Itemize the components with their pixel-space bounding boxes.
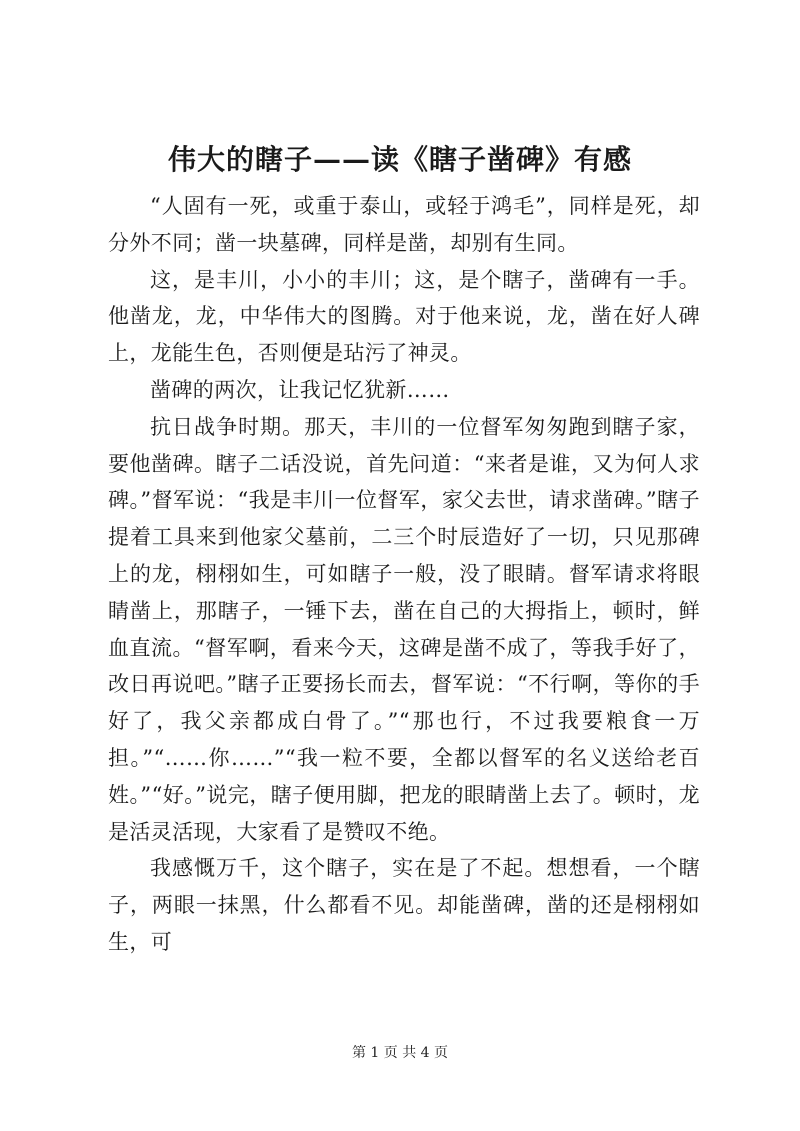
paragraph-2: 这，是丰川，小小的丰川；这，是个瞎子，凿碑有一手。他凿龙，龙，中华伟大的图腾。对于他来说，龙，凿在好人碑上，龙能生色，否则便是玷污了神灵。 — [108, 267, 700, 366]
paragraph-3: 凿碑的两次，让我记忆犹新…… — [150, 377, 450, 402]
paragraph-4: 抗日战争时期。那天，丰川的一位督军匆匆跑到瞎子家，要他凿碑。瞎子二话没说，首先问道：“来者是谁，又为何人求碑。”督军说：“我是丰川一位督军，家父去世，请求凿碑。”瞎子提着工具来到他家父墓前，二三个时辰造好了一切，只见那碑上的龙，栩栩如生，可如瞎子一般，没了眼睛。督军请求将眼睛凿上，那瞎子，一锤下去，凿在自己的大拇指上，顿时，鲜血直流。“督军啊，看来今天，这碑是凿不成了，等我手好了，改日再说吧。”瞎子正要扬长而去，督军说：“不行啊，等你的手好了，我父亲都成白骨了。”“那也行，不过我要粮食一万担。”“……你……”“我一粒不要，全都以督军的名义送给老百姓。”“好。”说完，瞎子便用脚，把龙的眼睛凿上去了。顿时，龙是活灵活现，大家看了是赞叹不绝。 — [108, 414, 700, 844]
document-body — [108, 188, 700, 961]
paragraph-5: 我感慨万千，这个瞎子，实在是了不起。想想看，一个瞎子，两眼一抹黑，什么都看不见。却能凿碑，凿的还是栩栩如生，可 — [108, 856, 700, 954]
paragraph-1: “人固有一死，或重于泰山，或轻于鸿毛”，同样是死，却分外不同；凿一块墓碑，同样是凿，却别有生同。 — [108, 194, 700, 255]
document-title: 伟大的瞎子——读《瞎子凿碑》有感 — [167, 143, 632, 176]
page-number-footer: 第 1 页 共 4 页 — [351, 1045, 449, 1061]
